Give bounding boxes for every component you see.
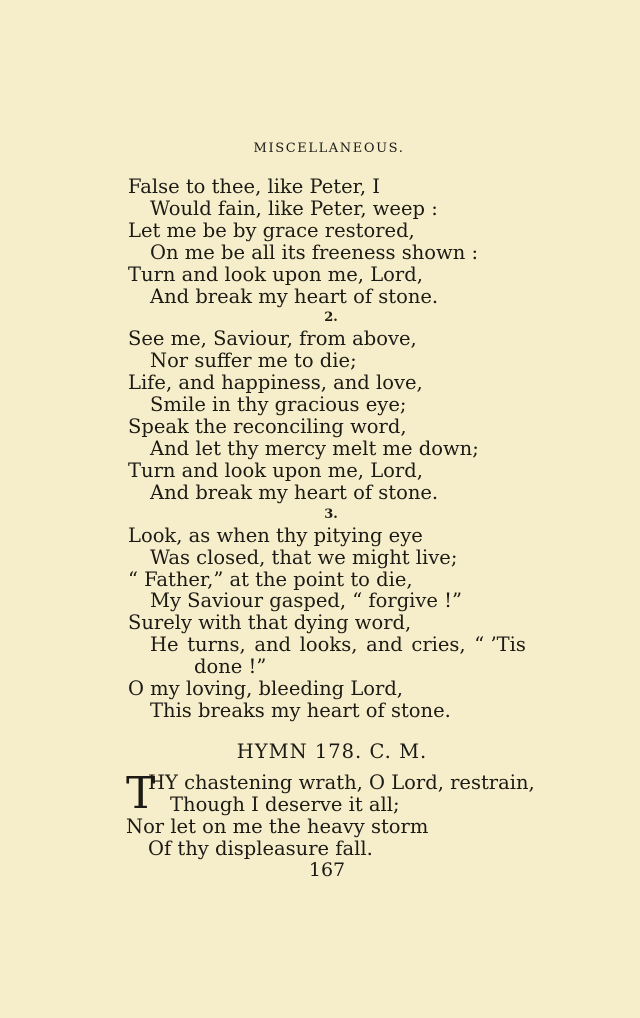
stanza-3: [128, 525, 548, 722]
word: turns,: [187, 633, 246, 657]
word: and: [254, 633, 292, 657]
verse-line: See me, Saviour, from above,: [128, 327, 417, 351]
stanza-number: 2.: [324, 310, 338, 326]
verse-line: False to thee, like Peter, I: [128, 175, 380, 198]
stanza-2: [128, 328, 548, 503]
verse-line: “ Father,” at the point to die,: [128, 567, 413, 591]
verse-line: Though I deserve it all;: [170, 792, 400, 816]
verse-line: Nor let on me the heavy storm: [126, 814, 429, 838]
page-number: 167: [308, 859, 346, 881]
drop-cap: T: [126, 768, 156, 819]
verse-line: Turn and look upon me, Lord,: [128, 458, 423, 482]
verse-line: Was closed, that we might live;: [150, 545, 458, 569]
verse-line: On me be all its freeness shown :: [150, 240, 479, 264]
verse-line: And let thy mercy melt me down;: [150, 436, 479, 460]
verse-line: O my loving, bleeding Lord,: [128, 677, 404, 701]
verse-line: And break my heart of stone.: [150, 284, 439, 308]
verse-line: Let me be by grace restored,: [128, 218, 415, 242]
verse-line: Look, as when thy pitying eye: [128, 523, 423, 547]
verse-line: Surely with that dying word,: [128, 611, 412, 635]
verse-line: done !”: [194, 655, 267, 679]
word: looks,: [299, 633, 358, 657]
stanza-1: [128, 176, 548, 307]
verse-line: Of thy displeasure fall.: [148, 836, 373, 860]
verse-line: HY chastening wrath, O Lord, restrain,: [148, 771, 535, 794]
verse-line: Life, and happiness, and love,: [128, 371, 423, 395]
hymn-verses: [128, 176, 548, 722]
verse-line: My Saviour gasped, “ forgive !”: [150, 589, 462, 613]
verse-line: [128, 634, 526, 656]
verse-line: Nor suffer me to die;: [150, 349, 357, 373]
running-header: MISCELLANEOUS.: [253, 141, 405, 156]
word: and: [366, 633, 403, 657]
hymn-title: HYMN 178. C. M.: [236, 740, 428, 763]
verse-line: Turn and look upon me, Lord,: [128, 262, 423, 286]
verse-line: This breaks my heart of stone.: [150, 698, 451, 722]
verse-line: Would fain, like Peter, weep :: [150, 196, 438, 220]
verse-line: Smile in thy gracious eye;: [150, 393, 407, 417]
verse-line: Speak the reconciling word,: [128, 415, 407, 439]
word: cries,: [411, 633, 466, 657]
word: He: [150, 633, 179, 657]
hymn-178: [126, 768, 546, 860]
stanza-number: 3.: [324, 506, 338, 522]
verse-line: And break my heart of stone.: [150, 480, 439, 504]
word: “ ’Tis: [474, 633, 526, 657]
